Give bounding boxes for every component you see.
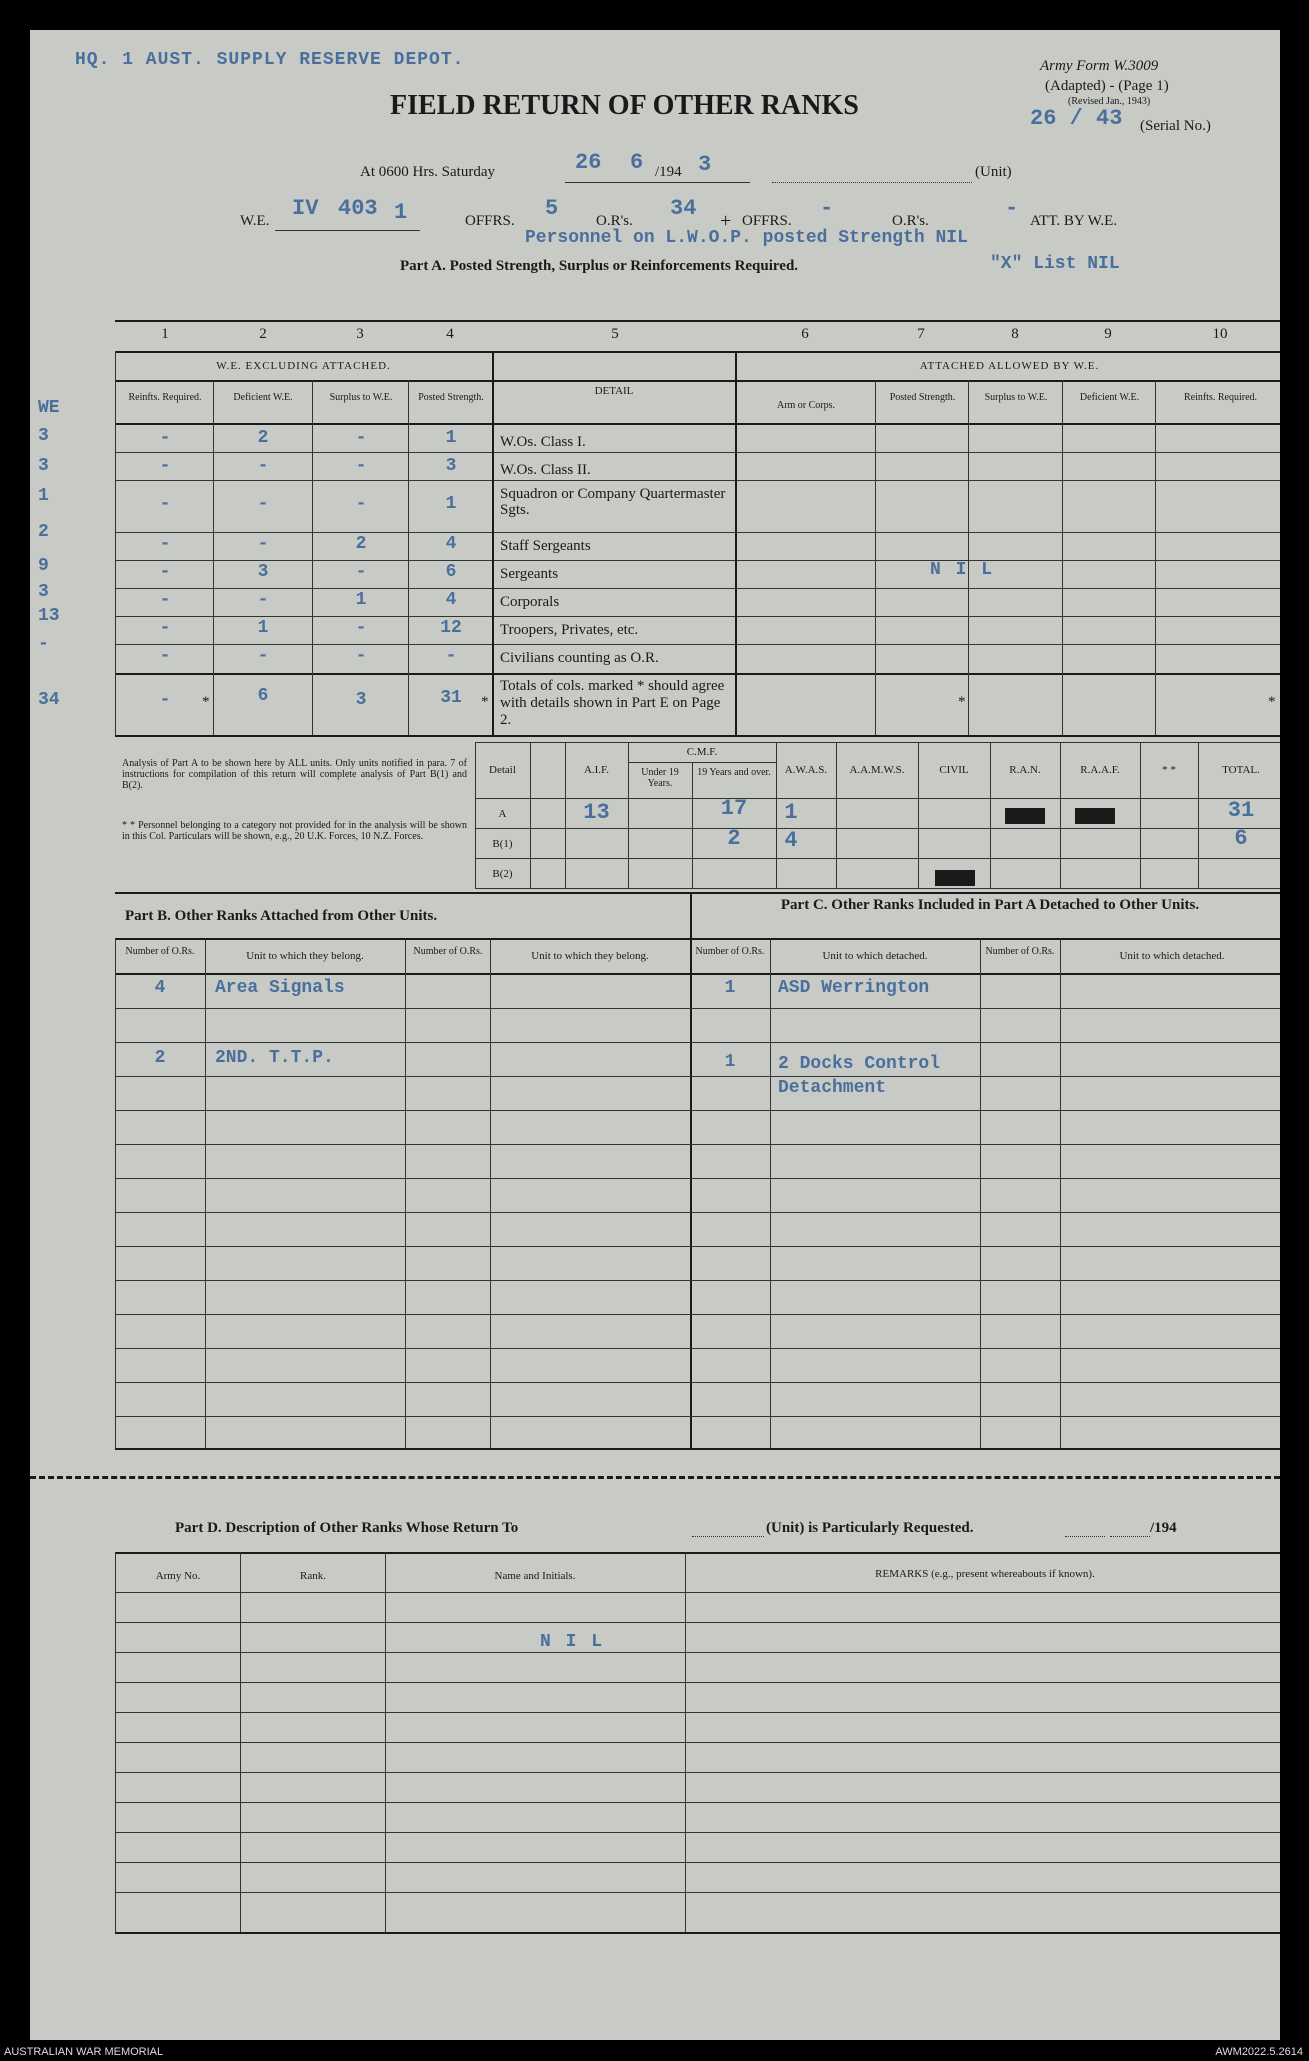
cell: -	[257, 456, 269, 476]
serial-label: (Serial No.)	[1140, 118, 1211, 134]
b1-awas-value: 4	[784, 828, 798, 853]
c-unit-header: Unit to which detached.	[822, 950, 928, 962]
detail-totals: Totals of cols. marked * should agree with details shown in Part E on Page 2.	[500, 678, 725, 728]
analysis-ran-header: R.A.N.	[1009, 764, 1041, 776]
a-awas-value: 1	[784, 800, 798, 825]
typed-note-x-list: "X" List NIL	[990, 254, 1120, 274]
analysis-civil-header: CIVIL	[939, 764, 969, 776]
b-row-unit: 2ND. T.T.P.	[215, 1048, 334, 1068]
col-num-5: 5	[611, 326, 619, 342]
analysis-note-2: * * Personnel belonging to a category not provided for in the analysis will be shown in this Col. Particulars will be shown, e.g., 20 U.K. Forces, 10 N.Z. Forces.	[122, 820, 467, 842]
cell: -	[159, 562, 171, 582]
cell: 6	[445, 562, 457, 582]
page-title: FIELD RETURN OF OTHER RANKS	[390, 90, 859, 121]
a-total-value: 31	[1227, 798, 1255, 823]
margin-value: 13	[38, 606, 60, 626]
att-by-we-label: ATT. BY W.E.	[1030, 213, 1118, 229]
b-row-number: 4	[154, 978, 166, 998]
col-num-9: 9	[1104, 326, 1112, 342]
subhead-deficient-att: Deficient W.E.	[1079, 392, 1140, 403]
offrs2-label: OFFRS.	[742, 213, 792, 229]
col-num-7: 7	[917, 326, 925, 342]
margin-value: 9	[38, 556, 49, 576]
total-cell: 31	[440, 688, 462, 708]
part-d-title-a: Part D. Description of Other Ranks Whose Return To	[175, 1520, 519, 1536]
part-d-title-c: /194	[1150, 1520, 1177, 1536]
cell: 3	[257, 562, 269, 582]
we-value-2: 403	[338, 196, 378, 221]
cell: -	[159, 646, 171, 666]
d-remarks-header: REMARKS (e.g., present whereabouts if known).	[875, 1568, 1095, 1580]
cell: -	[159, 590, 171, 610]
col-num-4: 4	[446, 326, 454, 342]
analysis-detail-header: Detail	[489, 764, 516, 776]
at-hours-label: At 0600 Hrs. Saturday	[360, 164, 495, 180]
c-unit2-header: Unit to which detached.	[1119, 950, 1225, 962]
c-row-number: 1	[724, 978, 736, 998]
cell: -	[355, 562, 367, 582]
star-marker: *	[1268, 694, 1276, 710]
margin-value: 3	[38, 456, 49, 476]
detail-troopers: Troopers, Privates, etc.	[500, 622, 639, 638]
cell: 3	[445, 456, 457, 476]
nil-attached: N I L	[930, 560, 995, 580]
analysis-aamws-header: A.A.M.W.S.	[849, 764, 905, 776]
unit-typed: HQ. 1 AUST. SUPPLY RESERVE DEPOT.	[75, 50, 465, 70]
footer-archive: AUSTRALIAN WAR MEMORIAL	[4, 2046, 164, 2058]
tear-off-line	[30, 1476, 1280, 1479]
cell: -	[257, 494, 269, 514]
detail-wo-class-1: W.Os. Class I.	[500, 434, 586, 450]
analysis-over19-header: 19 Years and over.	[697, 767, 771, 778]
subhead-surplus-att: Surplus to W.E.	[984, 392, 1048, 403]
a-over19-value: 17	[720, 796, 748, 821]
col-num-10: 10	[1212, 326, 1228, 342]
analysis-awas-header: A.W.A.S.	[784, 764, 828, 776]
analysis-under19-header: Under 19 Years.	[641, 767, 679, 789]
redaction-mark	[1005, 808, 1045, 824]
cell: 2	[355, 534, 367, 554]
d-name-header: Name and Initials.	[494, 1570, 576, 1582]
total-cell: -	[159, 690, 171, 710]
ors-label: O.R's.	[596, 213, 633, 229]
analysis-row-a: A	[498, 808, 507, 820]
cell: -	[355, 646, 367, 666]
cell: -	[159, 534, 171, 554]
cell: 2	[257, 428, 269, 448]
analysis-row-b2: B(2)	[492, 868, 513, 880]
typed-note-lwop: Personnel on L.W.O.P. posted Strength NIL	[525, 228, 968, 248]
cell: -	[445, 646, 457, 666]
cell: 4	[445, 590, 457, 610]
total-cell: 3	[355, 690, 367, 710]
we-label: W.E.	[240, 213, 270, 229]
margin-value: 3	[38, 582, 49, 602]
c-number2-header: Number of O.Rs.	[985, 946, 1055, 957]
analysis-aif-header: A.I.F.	[583, 764, 610, 776]
date-year-prefix: /194	[655, 164, 682, 180]
we-value-1: IV	[292, 196, 319, 221]
margin-value: -	[38, 634, 49, 654]
adapted-note: (Adapted) - (Page 1)	[1045, 78, 1169, 94]
total-cell: 6	[257, 686, 269, 706]
col-num-8: 8	[1011, 326, 1019, 342]
detail-wo-class-2: W.Os. Class II.	[500, 462, 591, 478]
detail-cqms: Squadron or Company Quartermaster Sgts.	[500, 486, 726, 518]
d-rank-header: Rank.	[300, 1570, 326, 1582]
redaction-mark	[935, 870, 975, 886]
analysis-row-b1: B(1)	[492, 838, 513, 850]
cell: -	[257, 590, 269, 610]
offrs-label: OFFRS.	[465, 213, 515, 229]
offrs2-value: -	[820, 196, 834, 221]
b-row-number: 2	[154, 1048, 166, 1068]
b-unit2-header: Unit to which they belong.	[531, 950, 649, 962]
cell: -	[257, 646, 269, 666]
we-value-3: 1	[394, 200, 408, 225]
b-number2-header: Number of O.Rs.	[413, 946, 483, 957]
c-row-unit: ASD Werrington	[778, 978, 930, 998]
detail-sergeants: Sergeants	[500, 566, 559, 582]
date-year-digit: 3	[698, 152, 712, 177]
margin-value: 1	[38, 486, 49, 506]
b1-total-value: 6	[1234, 826, 1248, 851]
offrs-value: 5	[545, 196, 559, 221]
a-aif-value: 13	[583, 800, 610, 825]
part-b-title: Part B. Other Ranks Attached from Other Units.	[125, 908, 438, 924]
serial-typed: 26 / 43	[1030, 106, 1123, 131]
col-num-1: 1	[161, 326, 169, 342]
subhead-posted: Posted Strength.	[418, 392, 484, 403]
date-month: 6	[630, 150, 644, 175]
analysis-cmf-header: C.M.F.	[686, 746, 718, 758]
cell: 4	[445, 534, 457, 554]
cell: -	[257, 534, 269, 554]
analysis-raaf-header: R.A.A.F.	[1080, 764, 1120, 776]
cell: 1	[257, 618, 269, 638]
cell: 12	[440, 618, 462, 638]
ors2-value: -	[1005, 196, 1019, 221]
cell: -	[355, 618, 367, 638]
analysis-total-header: TOTAL.	[1222, 764, 1260, 776]
revised-note: (Revised Jan., 1943)	[1068, 96, 1151, 107]
subhead-arm-corps: Arm or Corps.	[776, 400, 836, 411]
cell: -	[159, 494, 171, 514]
star-marker: *	[958, 694, 966, 710]
detail-corporals: Corporals	[500, 594, 560, 610]
cell: -	[355, 428, 367, 448]
col-num-3: 3	[356, 326, 364, 342]
detail-staff-sergeants: Staff Sergeants	[500, 538, 591, 554]
we-excluding-header: W.E. EXCLUDING ATTACHED.	[216, 360, 391, 372]
cell: 1	[445, 494, 457, 514]
b1-over19-value: 2	[727, 826, 741, 851]
c-row-number: 1	[724, 1052, 736, 1072]
subhead-posted-att: Posted Strength.	[889, 392, 956, 403]
detail-header: DETAIL	[594, 385, 634, 397]
subhead-reinfts: Reinfts. Required.	[128, 392, 202, 403]
unit-label: (Unit)	[975, 164, 1012, 180]
col-num-2: 2	[259, 326, 267, 342]
part-a-title: Part A. Posted Strength, Surplus or Reinforcements Required.	[400, 258, 799, 274]
b-number-header: Number of O.Rs.	[125, 946, 195, 957]
date-day: 26	[575, 150, 602, 175]
margin-we-label: WE	[38, 398, 60, 418]
margin-value: 2	[38, 522, 49, 542]
margin-value: 3	[38, 426, 49, 446]
cell: 1	[445, 428, 457, 448]
analysis-note: Analysis of Part A to be shown here by ALL units. Only units notified in para. 7 of instructions for compilation of this return will complete analysis of Part B(1) and B(2).	[122, 758, 467, 791]
star-marker: *	[481, 694, 489, 710]
attached-allowed-header: ATTACHED ALLOWED BY W.E.	[919, 360, 1100, 372]
col-num-6: 6	[801, 326, 809, 342]
cell: -	[159, 428, 171, 448]
c-number-header: Number of O.Rs.	[695, 946, 765, 957]
form-page	[30, 30, 1280, 2040]
part-d-title-b: (Unit) is Particularly Requested.	[766, 1520, 974, 1536]
b-unit-header: Unit to which they belong.	[246, 950, 364, 962]
ors-value: 34	[670, 196, 697, 221]
margin-value: 34	[38, 690, 60, 710]
part-c-title: Part C. Other Ranks Included in Part A Detached to Other Units.	[780, 897, 1200, 913]
subhead-deficient: Deficient W.E.	[233, 392, 293, 403]
star-marker: *	[202, 694, 210, 710]
b-row-unit: Area Signals	[215, 978, 345, 998]
plus-sign: +	[720, 210, 732, 232]
footer-accession: AWM2022.5.2614	[1215, 2046, 1303, 2058]
detail-civilians: Civilians counting as O.R.	[500, 650, 659, 666]
cell: -	[355, 456, 367, 476]
army-form-number: Army Form W.3009	[1040, 58, 1159, 74]
subhead-surplus: Surplus to W.E.	[329, 392, 393, 403]
d-army-no-header: Army No.	[155, 1570, 201, 1582]
subhead-reinfts-att: Reinfts. Required.	[1183, 392, 1258, 403]
cell: 1	[355, 590, 367, 610]
c-row-unit: 2 Docks Control Detachment	[778, 1054, 941, 1098]
cell: -	[159, 456, 171, 476]
nil-part-d: N I L	[540, 1632, 605, 1652]
cell: -	[355, 494, 367, 514]
analysis-other-header: * *	[1162, 764, 1176, 776]
ors2-label: O.R's.	[892, 213, 929, 229]
redaction-mark	[1075, 808, 1115, 824]
cell: -	[159, 618, 171, 638]
